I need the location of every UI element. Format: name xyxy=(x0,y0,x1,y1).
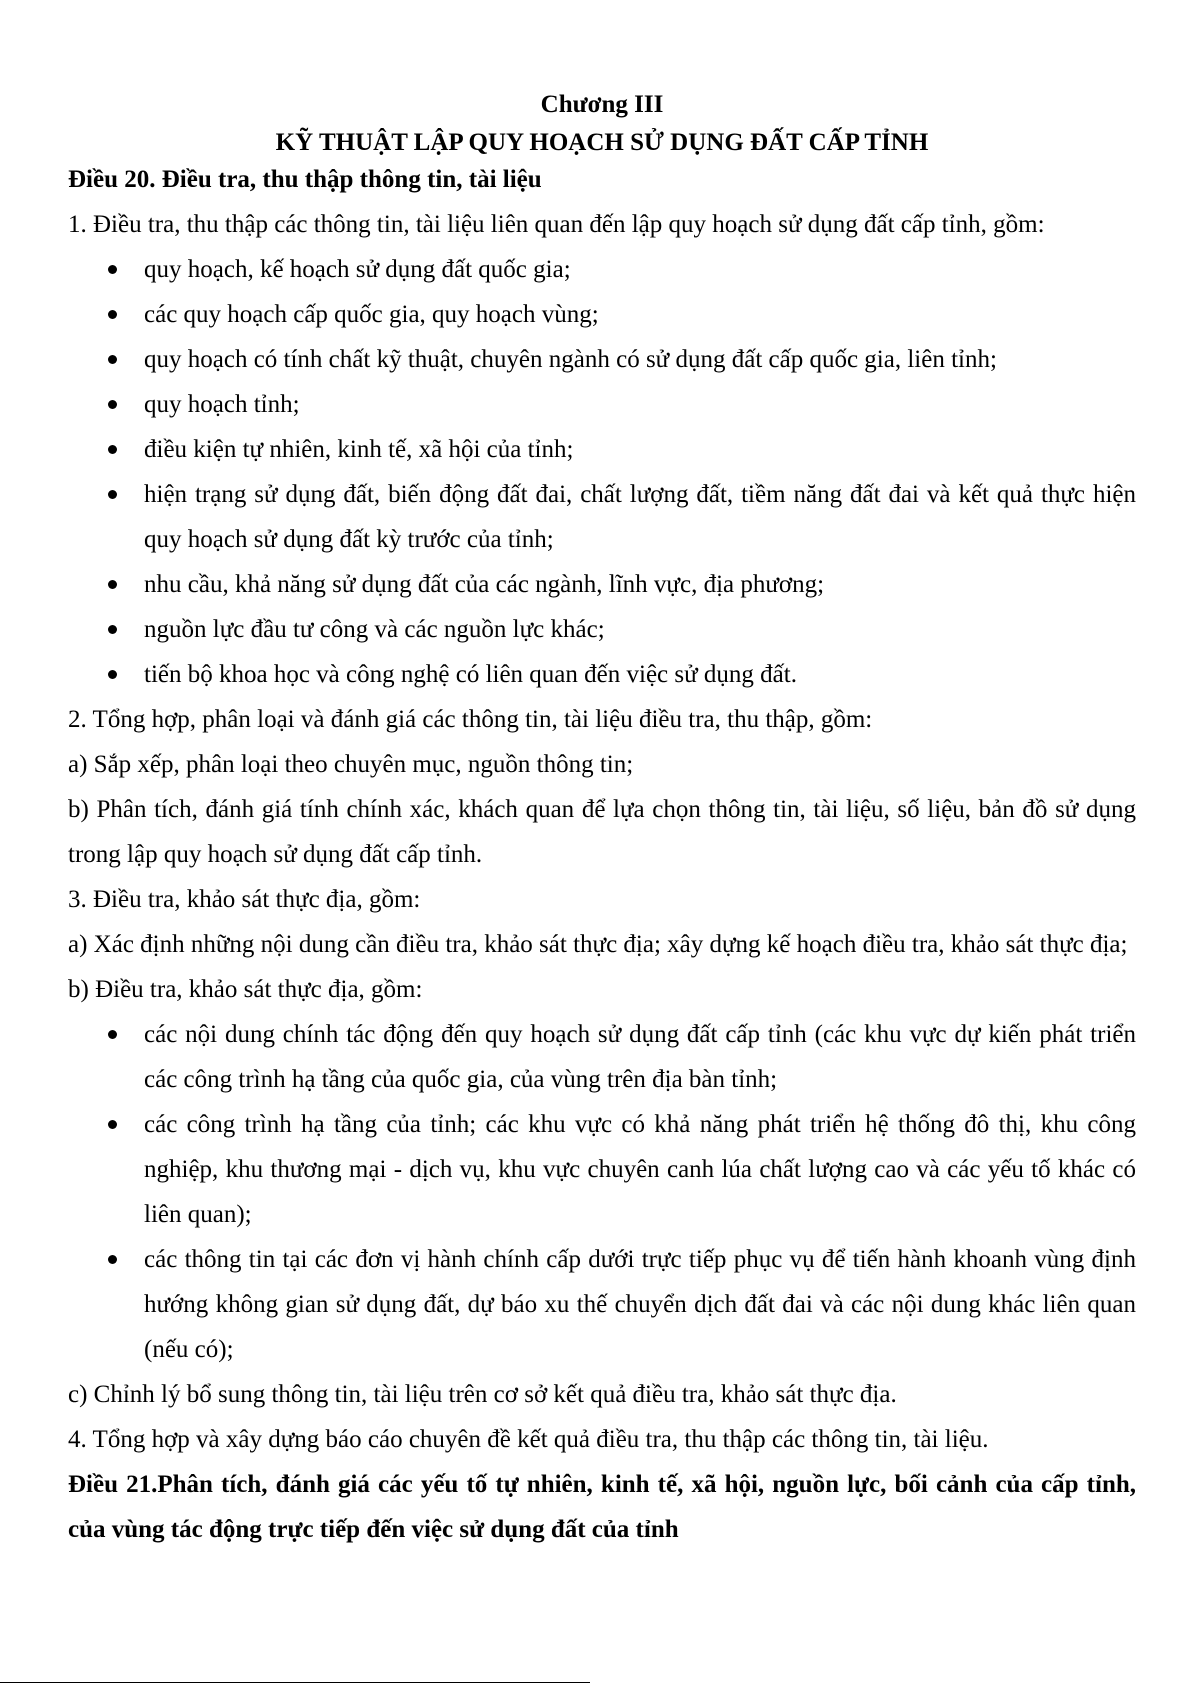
item-3a-text: a) Xác định những nội dung cần điều tra, khảo sát thực địa; xây dựng kế hoạch điều tra, khảo sát thực địa; xyxy=(68,931,1128,958)
list-item-text: tiến bộ khoa học và công nghệ có liên quan đến việc sử dụng đất. xyxy=(144,661,797,688)
bullet-icon xyxy=(108,580,117,589)
list-item-text: nhu cầu, khả năng sử dụng đất của các ngành, lĩnh vực, địa phương; xyxy=(144,571,825,598)
bullet-icon xyxy=(108,445,117,454)
bullet-icon xyxy=(108,1255,117,1264)
list-item xyxy=(68,472,1136,562)
item-3b-text: b) Điều tra, khảo sát thực địa, gồm: xyxy=(68,976,423,1003)
item-1-text: 1. Điều tra, thu thập các thông tin, tài liệu liên quan đến lập quy hoạch sử dụng đất cấp tỉnh, gồm: xyxy=(68,211,1045,238)
list-item-text: quy hoạch tỉnh; xyxy=(144,391,300,418)
list-item xyxy=(68,1237,1136,1372)
list-item xyxy=(68,427,1136,472)
list-item-text: điều kiện tự nhiên, kinh tế, xã hội của tỉnh; xyxy=(144,436,574,463)
item-2a-text: a) Sắp xếp, phân loại theo chuyên mục, nguồn thông tin; xyxy=(68,751,634,778)
list-item-text: các quy hoạch cấp quốc gia, quy hoạch vùng; xyxy=(144,301,599,328)
list-item xyxy=(68,652,1136,697)
list-item-text: nguồn lực đầu tư công và các nguồn lực khác; xyxy=(144,616,605,643)
list-item-text: các nội dung chính tác động đến quy hoạch sử dụng đất cấp tỉnh (các khu vực dự kiến phát triển các công trình hạ tầng của quốc gia, của vùng trên địa bàn tỉnh; xyxy=(144,1021,1136,1093)
bullet-icon xyxy=(108,355,117,364)
list-item-text: các thông tin tại các đơn vị hành chính cấp dưới trực tiếp phục vụ để tiến hành khoanh vùng định hướng không gian sử dụng đất, dự báo xu thế chuyển dịch đất đai và các nội dung khác liên quan (nếu có); xyxy=(144,1246,1136,1363)
item-3c-text: c) Chỉnh lý bổ sung thông tin, tài liệu trên cơ sở kết quả điều tra, khảo sát thực địa. xyxy=(68,1381,897,1408)
list-item xyxy=(68,382,1136,427)
list-item-text: các công trình hạ tầng của tỉnh; các khu vực có khả năng phát triển hệ thống đô thị, khu công nghiệp, khu thương mại - dịch vụ, khu vực chuyên canh lúa chất lượng cao và các yếu tố khác có liên quan); xyxy=(144,1111,1136,1228)
item-3b-bullet-list xyxy=(68,1012,1136,1372)
bullet-icon xyxy=(108,625,117,634)
list-item xyxy=(68,247,1136,292)
item-1-bullet-list xyxy=(68,247,1136,697)
item-3-text: 3. Điều tra, khảo sát thực địa, gồm: xyxy=(68,886,421,913)
chapter-number: Chương III xyxy=(540,91,664,118)
bullet-icon xyxy=(108,310,117,319)
article-20-title: Điều 20. Điều tra, thu thập thông tin, tài liệu xyxy=(68,166,542,193)
list-item-text: quy hoạch có tính chất kỹ thuật, chuyên ngành có sử dụng đất cấp quốc gia, liên tỉnh; xyxy=(144,346,997,373)
article-21-title: Điều 21.Phân tích, đánh giá các yếu tố tự nhiên, kinh tế, xã hội, nguồn lực, bối cảnh của cấp tỉnh, của vùng tác động trực tiếp đến việc sử dụng đất của tỉnh xyxy=(68,1471,1136,1543)
bullet-icon xyxy=(108,1030,117,1039)
bullet-icon xyxy=(108,1120,117,1129)
item-2b-text: b) Phân tích, đánh giá tính chính xác, khách quan để lựa chọn thông tin, tài liệu, số liệu, bản đồ sử dụng trong lập quy hoạch sử dụng đất cấp tỉnh. xyxy=(68,796,1136,868)
bullet-icon xyxy=(108,490,117,499)
bullet-icon xyxy=(108,670,117,679)
item-4-text: 4. Tổng hợp và xây dựng báo cáo chuyên đề kết quả điều tra, thu thập các thông tin, tài liệu. xyxy=(68,1426,989,1453)
list-item xyxy=(68,562,1136,607)
list-item xyxy=(68,337,1136,382)
item-2-text: 2. Tổng hợp, phân loại và đánh giá các thông tin, tài liệu điều tra, thu thập, gồm: xyxy=(68,706,873,733)
list-item-text: hiện trạng sử dụng đất, biến động đất đai, chất lượng đất, tiềm năng đất đai và kết quả thực hiện quy hoạch sử dụng đất kỳ trước của tỉnh; xyxy=(144,481,1136,553)
bullet-icon xyxy=(108,265,117,274)
list-item-text: quy hoạch, kế hoạch sử dụng đất quốc gia; xyxy=(144,256,571,283)
list-item xyxy=(68,292,1136,337)
chapter-title: KỸ THUẬT LẬP QUY HOẠCH SỬ DỤNG ĐẤT CẤP TỈNH xyxy=(275,129,929,156)
list-item xyxy=(68,607,1136,652)
footer-divider xyxy=(0,1682,590,1683)
bullet-icon xyxy=(108,400,117,409)
list-item xyxy=(68,1012,1136,1102)
document-content xyxy=(68,86,1136,1552)
list-item xyxy=(68,1102,1136,1237)
